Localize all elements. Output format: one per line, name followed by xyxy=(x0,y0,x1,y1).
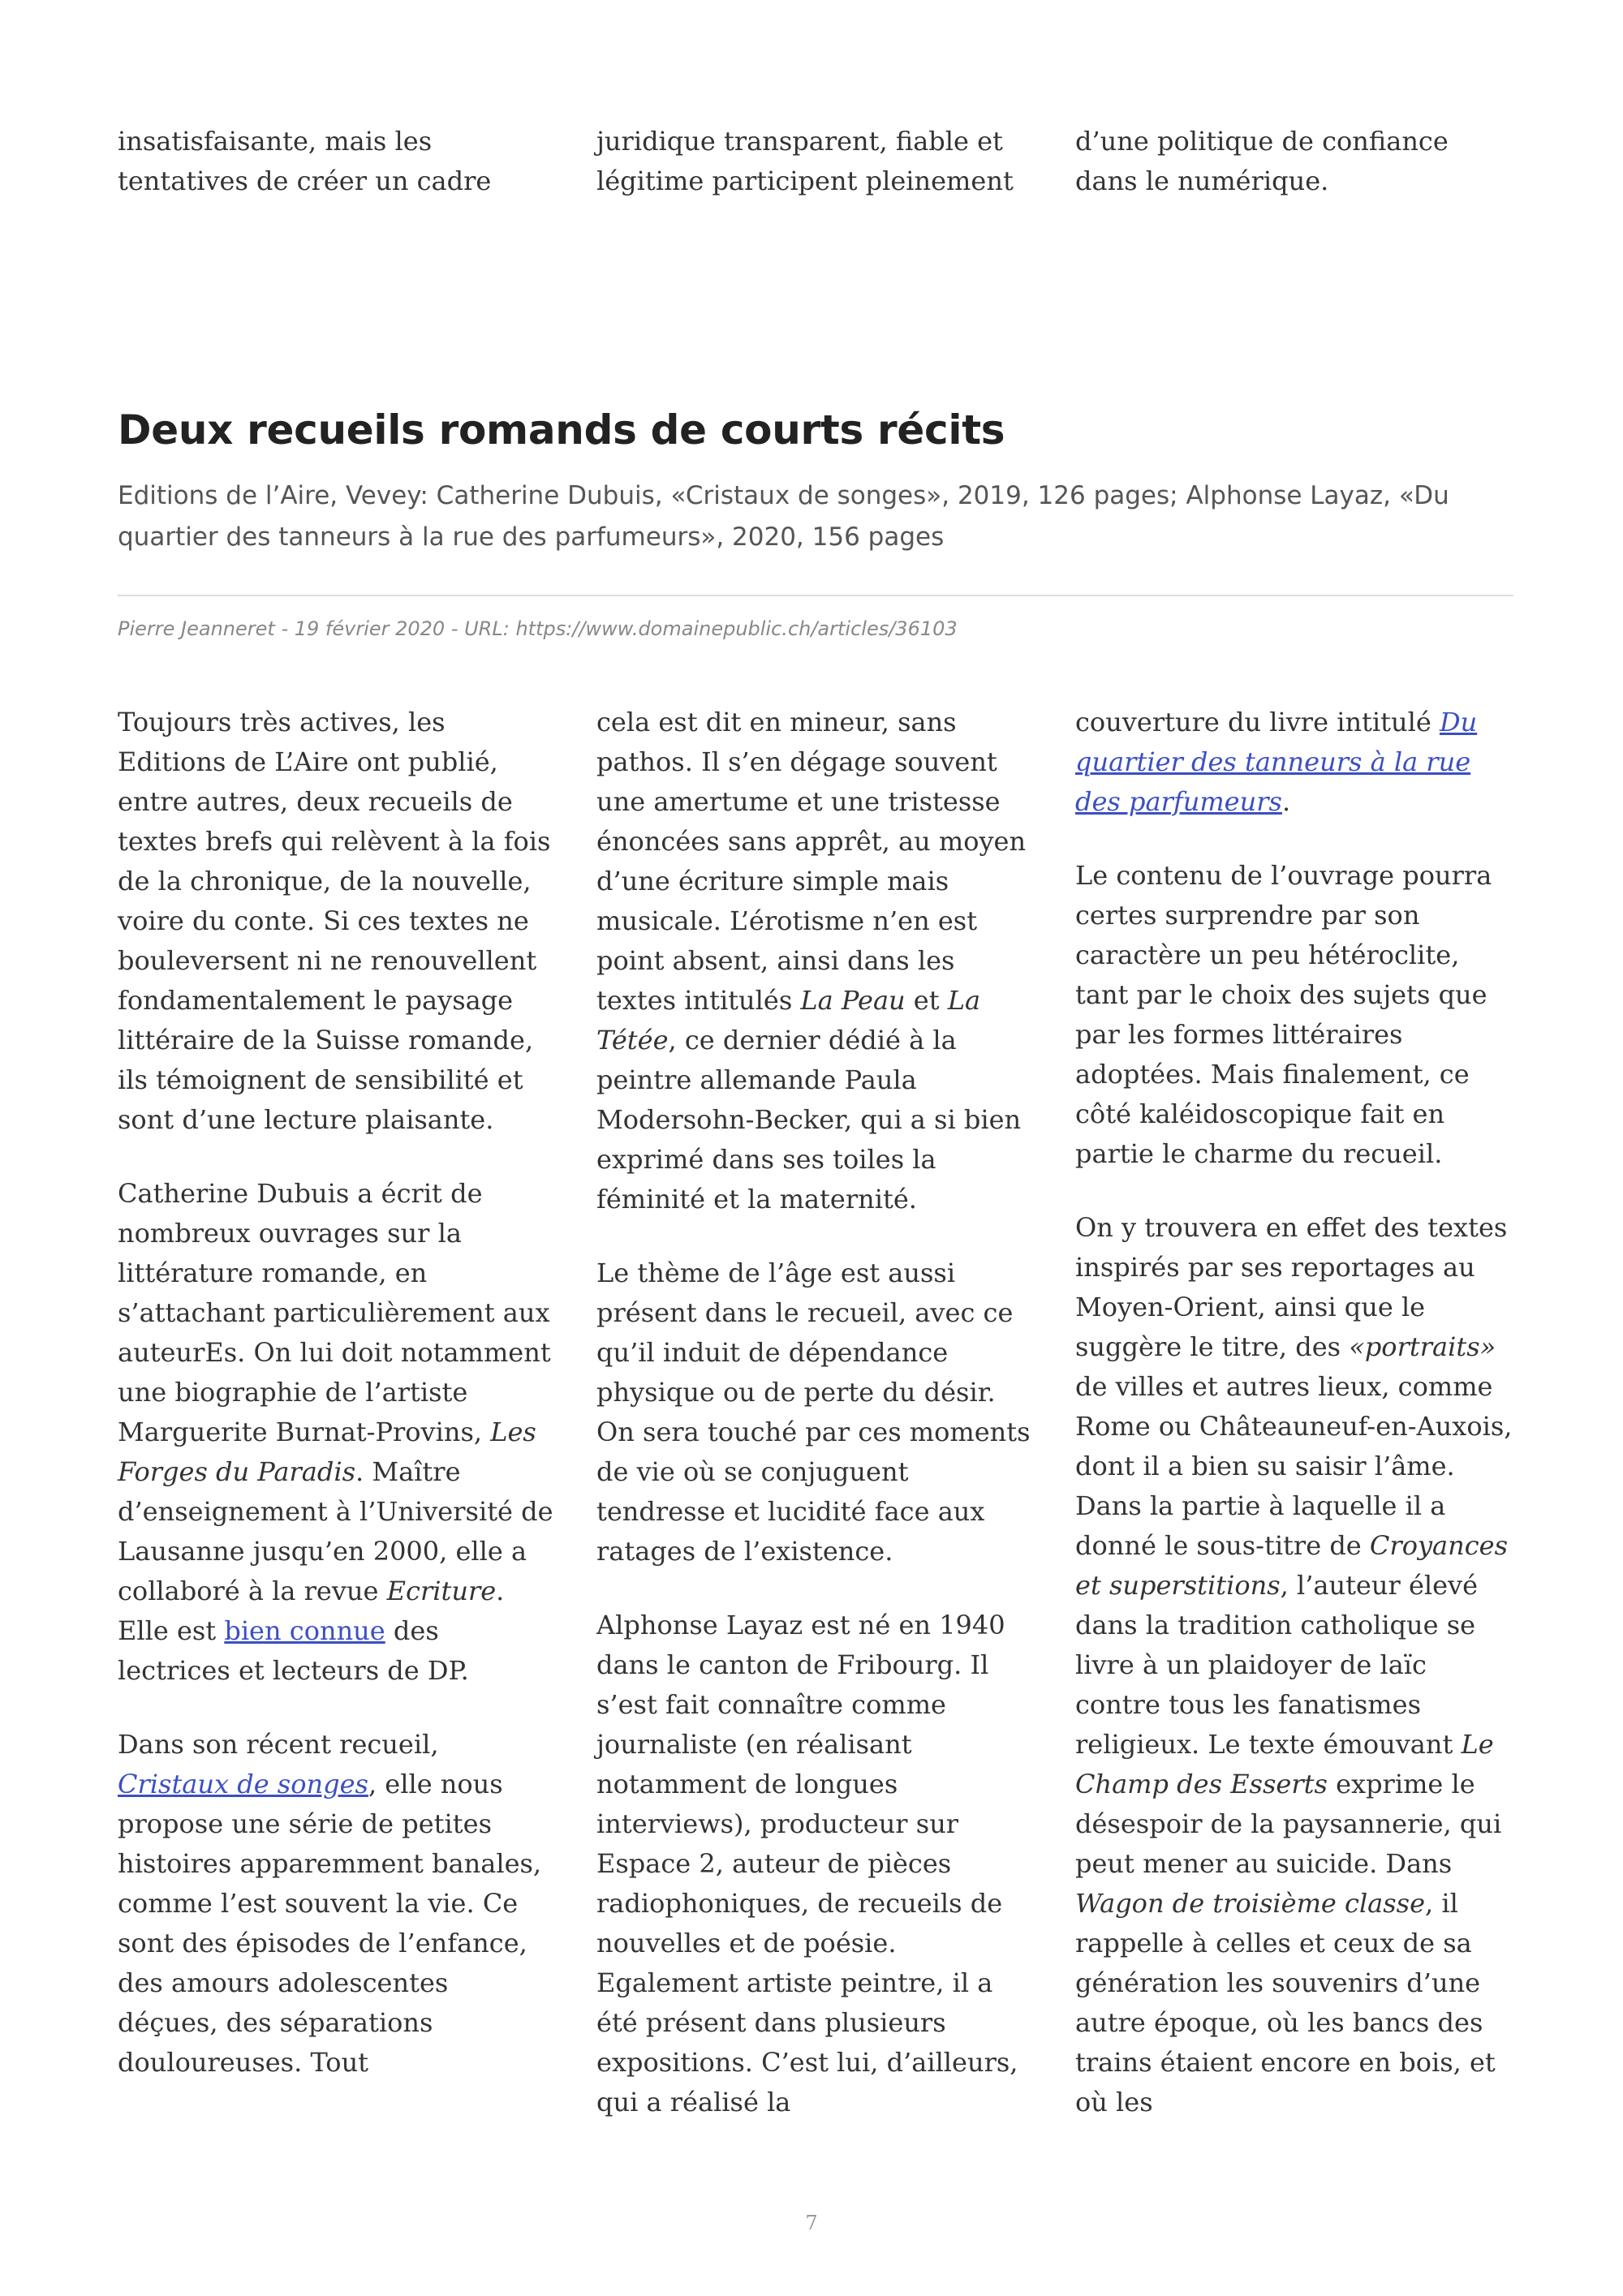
paragraph xyxy=(596,703,1035,1219)
paragraph: Le thème de l’âge est aussi présent dans le recueil, avec ce qu’il induit de dépendance physique ou de perte du désir. On sera touché par ces moments de vie où se conjuguent tendresse et lucidité face aux ratages de l’existence. xyxy=(596,1258,1031,1567)
paragraph xyxy=(1075,703,1513,822)
text-title: Croyances et superstitions xyxy=(1075,1530,1508,1601)
text-run: On y trouvera en effet des textes inspirés par ses reportages au Moyen-Orient, ainsi que le suggère le titre, des xyxy=(1075,1212,1508,1362)
text-run: de villes et autres lieux, comme Rome ou Châteauneuf-en-Auxois, dont il a bien su saisir l’âme. Dans la partie à laquelle il a donné le sous-titre de xyxy=(1075,1371,1513,1561)
paragraph: juridique transparent, fiable et légitime participent pleinement xyxy=(596,126,1014,196)
link-text[interactable]: Du quartier des tanneurs à la rue des parfumeurs xyxy=(1075,707,1478,817)
paragraph: Toujours très actives, les Editions de L’Aire ont publié, entre autres, deux recueils de textes brefs qui relèvent à la fois de la chronique, de la nouvelle, voire du conte. Si ces textes ne bouleversent ni ne renouvellent fondamentalement le paysage littéraire de la Suisse romande, ils témoignent de sensibilité et sont d’une lecture plaisante. xyxy=(118,707,551,1135)
text-column-1 xyxy=(118,122,556,201)
article-title: Deux recueils romands de courts récits xyxy=(118,406,1005,454)
paragraph xyxy=(118,1174,556,1691)
text-title: «portraits» xyxy=(1349,1331,1496,1362)
text-run: . Elle est xyxy=(118,1576,505,1646)
text-run: , elle nous propose une série de petites histoires apparemment banales, comme l’est souvent la vie. Ce sont des épisodes de l’enfance, des amours adolescentes déçues, des séparations douloureuses. Tout xyxy=(118,1769,542,2078)
paragraph xyxy=(118,1725,556,2083)
paragraph: Alphonse Layaz est né en 1940 dans le canton de Fribourg. Il s’est fait connaître comme journaliste (en réalisant notamment de longues interviews), producteur sur Espace 2, auteur de pièces radiophoniques, de recueils de nouvelles et de poésie. Egalement artiste peintre, il a été présent dans plusieurs expositions. C’est lui, d’ailleurs, qui a réalisé la xyxy=(596,1610,1018,2118)
divider xyxy=(118,595,1513,596)
text-column-3 xyxy=(1075,122,1513,201)
article-body xyxy=(118,703,1513,2122)
text-run: Catherine Dubuis a écrit de nombreux ouvrages sur la littérature romande, en s’attachant particulièrement aux auteurEs. On lui doit notamment une biographie de l’artiste Marguerite Burnat-Provins, xyxy=(118,1178,551,1447)
link-cristaux-de-songes[interactable] xyxy=(118,1769,368,1799)
text-run: , l’auteur élevé dans la tradition catholique se livre à un plaidoyer de laïc contre tous les fanatismes religieux. Le texte émouvant xyxy=(1075,1570,1479,1760)
article-subtitle: Editions de l’Aire, Vevey: Catherine Dubuis, «Cristaux de songes», 2019, 126 pages; Alphonse Layaz, «Du quartier des tanneurs à la rue des parfumeurs», 2020, 156 pages xyxy=(118,481,1449,552)
text-run: , ce dernier dédié à la peintre allemande Paula Modersohn-Becker, qui a si bien exprimé dans ses toiles la féminité et la maternité. xyxy=(596,1025,1022,1215)
article-byline: Pierre Jeanneret - 19 février 2020 - URL: https://www.domainepublic.ch/articles/36103 xyxy=(118,617,958,640)
paragraph: Le contenu de l’ouvrage pourra certes surprendre par son caractère un peu hétéroclite, tant par le choix des sujets que par les formes littéraires adoptées. Mais finalement, ce côté kaléidoscopique fait en partie le charme du recueil. xyxy=(1075,860,1492,1169)
text-column-3 xyxy=(1075,703,1513,2122)
text-column-2 xyxy=(596,703,1035,2122)
book-title: Les Forges du Paradis xyxy=(118,1417,536,1487)
text-run: cela est dit en mineur, sans pathos. Il s’en dégage souvent une amertume et une tristesse énoncées sans apprêt, au moyen d’une écriture simple mais musicale. L’érotisme n’en est point absent, ainsi dans les textes intitulés xyxy=(596,707,1027,1016)
text-title: La Tétée xyxy=(596,985,981,1056)
paragraph: insatisfaisante, mais les tentatives de créer un cadre xyxy=(118,126,492,196)
review-title: Ecriture xyxy=(386,1576,497,1606)
text-column-2 xyxy=(596,122,1035,201)
text-run: Dans son récent recueil, xyxy=(118,1729,439,1760)
text-title: Wagon de troisième classe xyxy=(1075,1888,1426,1919)
text-run: et xyxy=(905,985,948,1016)
text-title: Le Champ des Esserts xyxy=(1075,1729,1494,1799)
page-number: 7 xyxy=(805,2212,818,2234)
text-run: . xyxy=(1281,786,1291,817)
link-text[interactable]: Cristaux de songes xyxy=(118,1769,368,1799)
previous-article-continuation xyxy=(118,122,1513,201)
text-run: des lectrices et lecteurs de DP. xyxy=(118,1615,469,1686)
paragraph xyxy=(1075,1208,1513,2122)
text-run: . Maître d’enseignement à l’Université de Lausanne jusqu’en 2000, elle a collaboré à la revue xyxy=(118,1456,553,1606)
text-run: exprime le désespoir de la paysannerie, qui peut mener au suicide. Dans xyxy=(1075,1769,1502,1879)
text-run: , il rappelle à celles et ceux de sa génération les souvenirs d’une autre époque, où les bancs des trains étaient encore en bois, et où les xyxy=(1075,1888,1496,2118)
text-column-1 xyxy=(118,703,556,2122)
text-title: La Peau xyxy=(800,985,906,1016)
link-bien-connue[interactable]: bien connue xyxy=(224,1615,385,1646)
paragraph: d’une politique de confiance dans le numérique. xyxy=(1075,126,1449,196)
text-run: couverture du livre intitulé xyxy=(1075,707,1440,737)
